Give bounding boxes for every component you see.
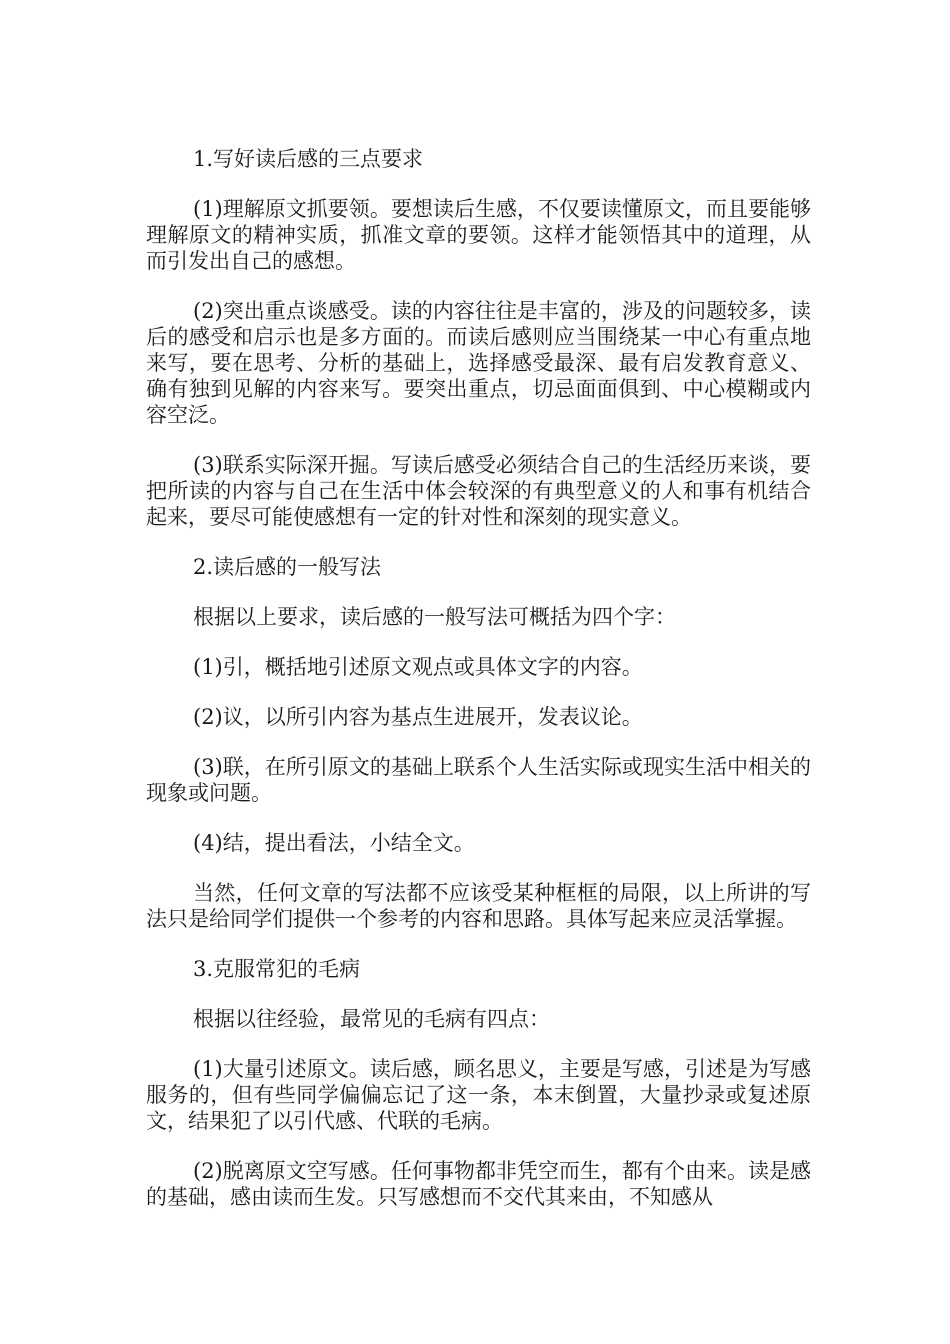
paragraph-requirement-1: (1)理解原文抓要领。要想读后生感，不仅要读懂原文，而且要能够理解原文的精神实质，抓准文章的要领。这样才能领悟其中的道理，从而引发出自己的感想。 (146, 197, 811, 273)
paragraph-mistake-1: (1)大量引述原文。读后感，顾名思义，主要是写感，引述是为写感服务的，但有些同学偏偏忘记了这一条，本末倒置，大量抄录或复述原文，结果犯了以引代感、代联的毛病。 (146, 1057, 811, 1133)
paragraph-mistakes-intro: 根据以往经验，最常见的毛病有四点： (193, 1007, 550, 1031)
section-heading-2: 2.读后感的一般写法 (193, 555, 382, 579)
paragraph-requirement-3: (3)联系实际深开掘。写读后感受必须结合自己的生活经历来谈，要把所读的内容与自己在生活中体会较深的有典型意义的人和事有机结合起来，要尽可能使感想有一定的针对性和深刻的现实意义。 (146, 453, 811, 529)
document-body (146, 146, 811, 1234)
section-heading-1: 1.写好读后感的三点要求 (193, 147, 424, 171)
paragraph-method-4: (4)结，提出看法，小结全文。 (193, 831, 475, 855)
paragraph-method-2: (2)议，以所引内容为基点生进展开，发表议论。 (193, 705, 643, 729)
paragraph-method-intro: 根据以上要求，读后感的一般写法可概括为四个字： (193, 605, 676, 629)
section-heading-3: 3.克服常犯的毛病 (193, 957, 361, 981)
paragraph-method-3: (3)联，在所引原文的基础上联系个人生活实际或现实生活中相关的现象或问题。 (146, 755, 811, 805)
paragraph-requirement-2: (2)突出重点谈感受。读的内容往往是丰富的，涉及的问题较多，读后的感受和启示也是多方面的。而读后感则应当围绕某一中心有重点地来写，要在思考、分析的基础上，选择感受最深、最有启发教育意义、确有独到见解的内容来写。要突出重点，切忌面面俱到、中心模糊或内容空泛。 (146, 299, 811, 427)
paragraph-method-1: (1)引，概括地引述原文观点或具体文字的内容。 (193, 655, 643, 679)
paragraph-method-note: 当然，任何文章的写法都不应该受某种框框的局限，以上所讲的写法只是给同学们提供一个参考的内容和思路。具体写起来应灵活掌握。 (146, 881, 811, 931)
paragraph-mistake-2: (2)脱离原文空写感。任何事物都非凭空而生，都有个由来。读是感的基础，感由读而生发。只写感想而不交代其来由，不知感从 (146, 1159, 811, 1209)
